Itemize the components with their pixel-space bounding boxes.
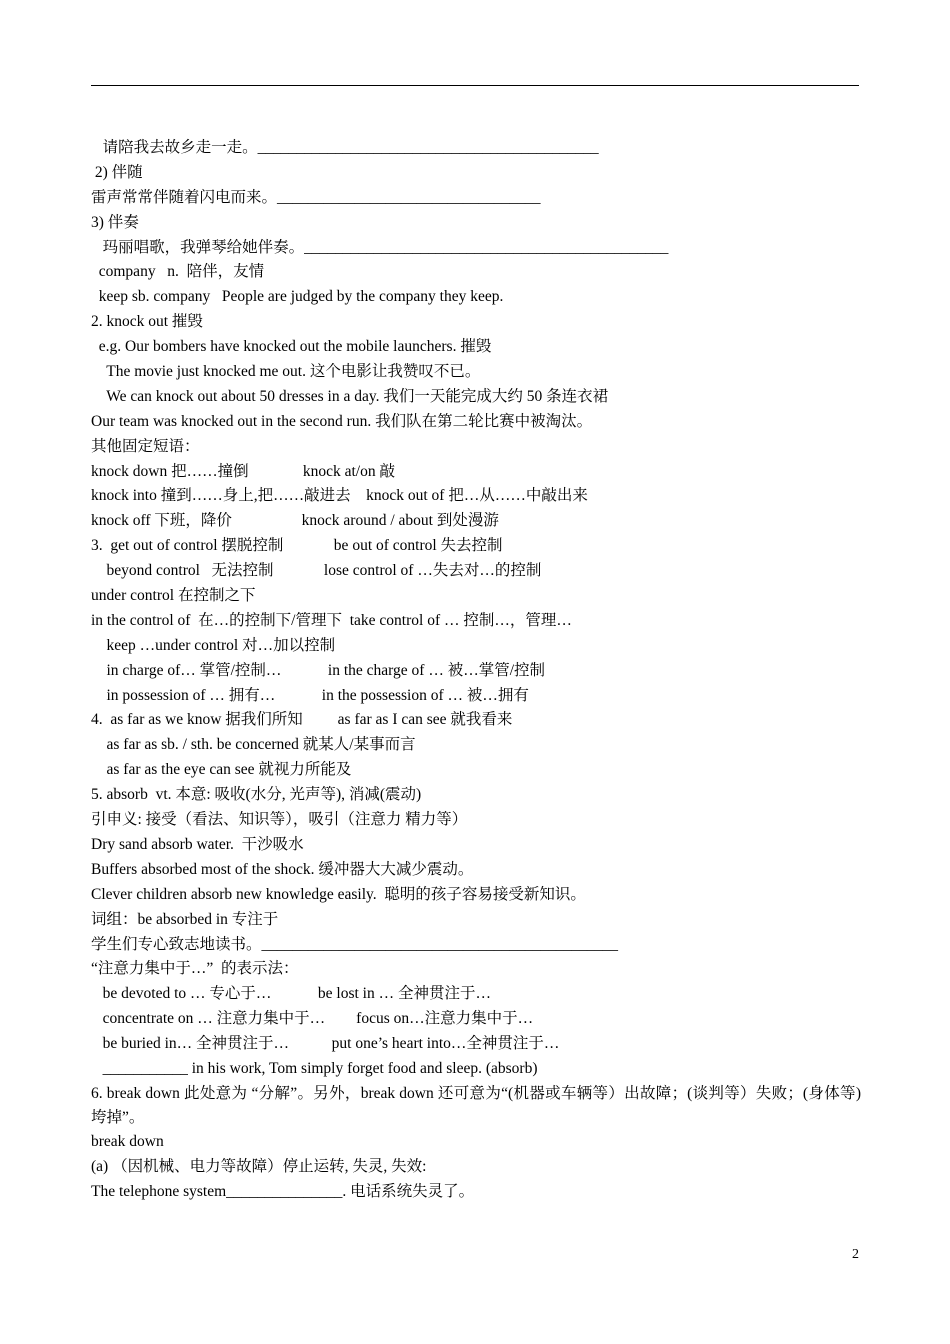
text-line: e.g. Our bombers have knocked out the mobile launchers. 摧毁 [91, 338, 492, 356]
text-line: knock into 撞到……身上,把……敲进去 knock out of 把…从……中敲出来 [91, 487, 588, 505]
text-line: knock down 把……撞倒 knock at/on 敲 [91, 462, 395, 480]
page-number: 2 [852, 1247, 859, 1262]
header-rule [91, 85, 859, 86]
text-line: keep …under control 对…加以控制 [91, 636, 336, 654]
text-line: Dry sand absorb water. 干沙吸水 [91, 835, 304, 853]
text-line: be devoted to … 专心于… be lost in … 全神贯注于… [91, 985, 491, 1003]
text-line: be buried in… 全神贯注于… put one’s heart into…全神贯注于… [91, 1035, 560, 1053]
text-line: (a) （因机械、电力等故障）停止运转, 失灵, 失效: [91, 1157, 427, 1175]
text-line: in charge of… 掌管/控制… in the charge of … 被…掌管/控制 [91, 661, 546, 679]
text-line: beyond control 无法控制 lose control of …失去对…的控制 [91, 562, 542, 580]
text-line: 2) 伴随 [91, 163, 143, 181]
text-line: company n. 陪伴，友情 [91, 263, 265, 281]
text-line: Buffers absorbed most of the shock. 缓冲器大大减少震动。 [91, 860, 474, 878]
text-line: The telephone system_______________. 电话系统失灵了。 [91, 1182, 475, 1200]
text-line: 3) 伴奏 [91, 213, 139, 231]
text-line: in the control of 在…的控制下/管理下 take control of … 控制…，管理… [91, 611, 572, 629]
text-line: 请陪我去故乡走一走。____________________________________________ [91, 139, 599, 156]
text-paragraph: 6. break down 此处意为 “分解”。另外，break down 还可意为“(机器或车辆等）出故障；(谈判等）失败；(身体等)垮掉”。 [91, 1084, 861, 1126]
text-line: as far as the eye can see 就视力所能及 [91, 761, 352, 779]
text-line: The movie just knocked me out. 这个电影让我赞叹不已。 [91, 363, 481, 381]
text-line: Our team was knocked out in the second run. 我们队在第二轮比赛中被淘汰。 [91, 412, 593, 430]
text-line: Clever children absorb new knowledge easily. 聪明的孩子容易接受新知识。 [91, 885, 586, 903]
text-line: 2. knock out 摧毁 [91, 313, 203, 331]
text-line: as far as sb. / sth. be concerned 就某人/某事而言 [91, 736, 416, 754]
text-line: We can knock out about 50 dresses in a day. 我们一天能完成大约 50 条连衣裙 [91, 387, 609, 405]
text-line: 3. get out of control 摆脱控制 be out of control 失去控制 [91, 537, 503, 555]
text-line: 引申义: 接受（看法、知识等），吸引（注意力 精力等） [91, 811, 468, 829]
text-line: 词组：be absorbed in 专注于 [91, 910, 279, 928]
text-line: 雷声常常伴随着闪电而来。__________________________________ [91, 188, 541, 206]
text-line: break down [91, 1132, 164, 1150]
text-line: ___________ in his work, Tom simply forget food and sleep. (absorb) [91, 1059, 538, 1077]
text-line: 5. absorb vt. 本意: 吸收(水分, 光声等), 消减(震动) [91, 786, 422, 804]
text-line: concentrate on … 注意力集中于… focus on…注意力集中于… [91, 1010, 534, 1028]
text-line: 学生们专心致志地读书。______________________________________________ [91, 935, 619, 953]
text-line: “注意力集中于…” 的表示法： [91, 960, 299, 978]
text-line: 玛丽唱歌，我弹琴给她伴奏。_______________________________________________ [91, 238, 669, 256]
text-line: knock off 下班，降价 knock around / about 到处漫游 [91, 512, 499, 530]
text-line: 4. as far as we know 据我们所知 as far as I can see 就我看来 [91, 711, 513, 729]
page-content [91, 136, 861, 1205]
text-line: 其他固定短语： [91, 437, 200, 455]
text-line: in possession of … 拥有… in the possession of … 被…拥有 [91, 686, 529, 704]
text-line: under control 在控制之下 [91, 587, 256, 605]
text-line: keep sb. company People are judged by the company they keep. [91, 288, 504, 306]
